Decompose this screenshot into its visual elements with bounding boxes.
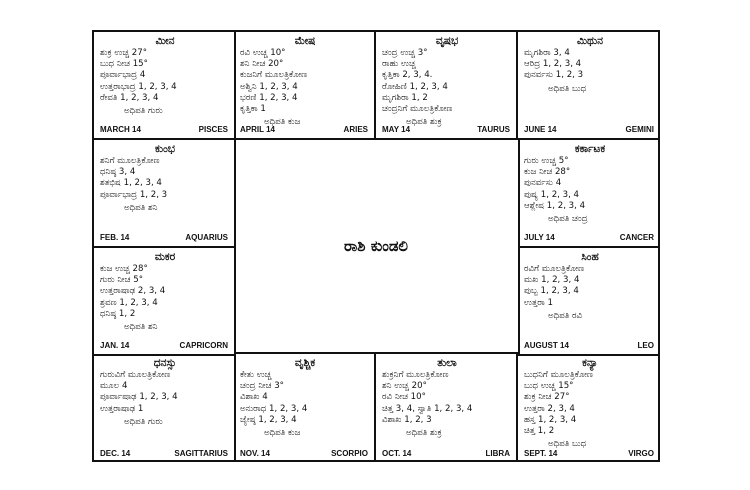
planet-nakshatra-line: ರವಿ ಉಚ್ಚ 10° [240, 48, 286, 58]
planet-nakshatra-line: ಕೃತ್ತಿಕಾ 2, 3, 4. [382, 70, 433, 81]
planet-nakshatra-line: ಕೃತ್ತಿಕಾ 1 [240, 104, 266, 115]
cell-footer [100, 124, 228, 135]
planet-nakshatra-line: ಶನಿ ನೀಚ 20° [240, 59, 284, 70]
planet-nakshatra-line: ಅಶ್ವಿನಿ 1, 2, 3, 4 [240, 81, 298, 92]
sign-label-english: CAPRICORN [179, 340, 228, 350]
sign-name-kannada: ವೃಶ್ಚಿಕ [294, 357, 316, 369]
sign-label-english: LIBRA [485, 448, 510, 458]
sign-name-kannada: ಮಕರ [154, 251, 176, 263]
lord-label: ಅಧಿಪತಿ [548, 439, 570, 450]
planet-nakshatra-line: ವಿಶಾಖ 4 [240, 392, 268, 403]
planet-nakshatra-line: ರೋಹಿಣಿ 1, 2, 3, 4 [382, 81, 448, 92]
planet-nakshatra-line: ಶುಕ್ರನಿಗೆ ಮೂಲತ್ರಿಕೋಣ [382, 370, 449, 380]
month-label: APRIL 14 [240, 124, 275, 134]
cell-footer [382, 448, 510, 459]
cell-taurus [376, 32, 518, 140]
cell-capricorn [94, 248, 236, 356]
cell-gemini [518, 32, 660, 140]
lord-label: ಅಧಿಪತಿ [548, 83, 570, 94]
sign-label-english: TAURUS [477, 124, 510, 134]
lord-row [100, 106, 230, 117]
lord-planet: ಗುರು [148, 106, 163, 117]
planet-nakshatra-line: ಗುರುವಿಗೆ ಮೂಲತ್ರಿಕೋಣ [100, 370, 171, 380]
planet-nakshatra-line: ಮೃಗಶಿರಾ 3, 4 [524, 48, 570, 58]
lord-planet: ಗುರು [148, 416, 163, 427]
lord-planet: ಕುಜ [288, 117, 301, 128]
planet-nakshatra-line: ಮೂಲ 4 [100, 381, 128, 392]
lord-label: ಅಧಿಪತಿ [124, 322, 146, 333]
sign-name-kannada: ಕುಂಭ [155, 143, 175, 155]
lord-label: ಅಧಿಪತಿ [264, 117, 286, 128]
month-label: NOV. 14 [240, 448, 270, 458]
lord-row [100, 417, 230, 428]
cell-aquarius [94, 140, 236, 248]
cell-footer [524, 232, 654, 243]
month-label: SEPT. 14 [524, 448, 558, 458]
cell-footer [100, 340, 228, 351]
month-label: JAN. 14 [100, 340, 130, 350]
planet-nakshatra-line: ಚಿತ್ತ 3, 4, ಸ್ವಾತಿ 1, 2, 3, 4 [382, 403, 473, 414]
sign-name-kannada: ಕನ್ಯಾ [582, 357, 598, 369]
planet-nakshatra-line: ಬುಧನಿಗೆ ಮೂಲತ್ರಿಕೋಣ [524, 370, 594, 380]
lord-label: ಅಧಿಪತಿ [548, 214, 570, 225]
planet-nakshatra-line: ಶುಕ್ರ ನೀಚ 27° [524, 392, 570, 403]
planet-nakshatra-line: ಮೃಗಶಿರಾ 1, 2 [382, 92, 428, 103]
month-label: MAY 14 [382, 124, 411, 134]
sign-label-english: VIRGO [628, 448, 654, 458]
planet-nakshatra-line: ಚಿತ್ತ 1, 2 [524, 426, 555, 437]
planet-nakshatra-line: ಕೇತು ಉಚ್ಚ [240, 370, 272, 380]
lord-planet: ಬುಧ [572, 439, 587, 450]
planet-nakshatra-line: ಚಂದ್ರನಿಗೆ ಮೂಲತ್ರಿಕೋಣ [382, 104, 453, 115]
cell-footer [524, 340, 654, 351]
lord-row [524, 84, 656, 95]
planet-nakshatra-line: ಕುಜ ನೀಚ 28° [524, 167, 571, 178]
sign-name-kannada: ಮಿಥುನ [577, 35, 603, 47]
planet-nakshatra-line: ಧನಿಷ್ಠ 3, 4 [100, 167, 136, 178]
cell-pisces [94, 32, 236, 140]
lord-label: ಅಧಿಪತಿ [406, 428, 428, 439]
planet-nakshatra-line: ಪುಷ್ಯ 1, 2, 3, 4 [524, 189, 580, 200]
cell-footer [382, 124, 510, 135]
lord-label: ಅಧಿಪತಿ [124, 202, 146, 213]
month-label: JULY 14 [524, 232, 555, 242]
lord-planet: ಶುಕ್ರ [430, 428, 442, 439]
cell-footer [100, 232, 228, 243]
center-title: ರಾಶಿ ಕುಂಡಲಿ [344, 237, 408, 255]
sign-name-kannada: ತುಲಾ [437, 357, 457, 369]
month-label: FEB. 14 [100, 232, 130, 242]
planet-nakshatra-line: ಪೂರ್ವಾಷಾಢ 1, 2, 3, 4 [100, 392, 178, 403]
sign-label-english: ARIES [343, 124, 368, 134]
planet-nakshatra-line: ಹಸ್ತ 1, 2, 3, 4 [524, 414, 577, 425]
lord-label: ಅಧಿಪತಿ [406, 117, 428, 128]
lord-planet: ಶುಕ್ರ [430, 117, 442, 128]
planet-nakshatra-line: ರಾಹು ಉಚ್ಚ [382, 59, 416, 70]
cell-leo [518, 248, 660, 356]
sign-name-kannada: ಸಿಂಹ [581, 251, 599, 263]
month-label: MARCH 14 [100, 124, 141, 134]
sign-label-english: CANCER [619, 232, 654, 242]
planet-nakshatra-line: ಶತಭಿಷ 1, 2, 3, 4 [100, 178, 162, 189]
planet-nakshatra-line: ಉತ್ತರಾ 2, 3, 4 [524, 403, 575, 414]
planet-nakshatra-line: ಚಂದ್ರ ನೀಚ 3° [240, 381, 284, 392]
cell-virgo [518, 354, 660, 462]
planet-nakshatra-line: ಪುನರ್ವಸು 4 [524, 178, 562, 189]
planet-nakshatra-line: ಬುಧ ನೀಚ 15° [100, 59, 148, 70]
cell-footer [240, 124, 368, 135]
lord-label: ಅಧಿಪತಿ [124, 106, 146, 117]
month-label: JUNE 14 [524, 124, 557, 134]
lord-row [240, 428, 370, 439]
planet-nakshatra-line: ಕುಜ ಉಚ್ಚ 28° [100, 264, 148, 274]
planet-nakshatra-line: ವಿಶಾಖ 1, 2, 3 [382, 414, 432, 425]
lord-label: ಅಧಿಪತಿ [264, 428, 286, 439]
sign-label-english: SCORPIO [331, 448, 368, 458]
sign-label-english: LEO [637, 340, 654, 350]
cell-cancer [518, 140, 660, 248]
planet-nakshatra-line: ರವಿಗೆ ಮೂಲತ್ರಿಕೋಣ [524, 264, 585, 274]
sign-name-kannada: ಮೀನ [155, 35, 175, 47]
planet-nakshatra-line: ಶನಿ ಉಚ್ಚ 20° [382, 381, 427, 392]
planet-nakshatra-line: ಶನಿಗೆ ಮೂಲತ್ರಿಕೋಣ [100, 156, 160, 166]
planet-nakshatra-line: ಚಂದ್ರ ಉಚ್ಚ 3° [382, 48, 428, 58]
lord-row [382, 428, 512, 439]
lord-row [100, 322, 230, 333]
planet-nakshatra-line: ಶುಕ್ರ ಉಚ್ಚ 27° [100, 48, 148, 58]
planet-nakshatra-line: ಉತ್ತರಾಭಾದ್ರ 1, 2, 3, 4 [100, 81, 177, 92]
planet-nakshatra-line: ಮಖ 1, 2, 3, 4 [524, 275, 580, 286]
planet-nakshatra-line: ಪೂರ್ವಾಭಾದ್ರ 1, 2, 3 [100, 189, 168, 200]
planet-nakshatra-line: ಉತ್ತರಾಷಾಢ 1 [100, 403, 144, 414]
planet-nakshatra-line: ಗುರು ಉಚ್ಚ 5° [524, 156, 569, 166]
planet-nakshatra-line: ಆರಿದ್ರ 1, 2, 3, 4 [524, 59, 582, 70]
cell-scorpio [234, 354, 376, 462]
lord-planet: ಬುಧ [572, 83, 587, 94]
planet-nakshatra-line: ಕುಜನಿಗೆ ಮೂಲತ್ರಿಕೋಣ [240, 70, 308, 81]
cell-footer [524, 124, 654, 135]
cell-footer [240, 448, 368, 459]
lord-label: ಅಧಿಪತಿ [124, 416, 146, 427]
sign-name-kannada: ಮೇಷ [294, 35, 316, 47]
sign-name-kannada: ಧನಸ್ಸು [153, 357, 177, 369]
sign-name-kannada: ವೃಷಭ [435, 35, 459, 47]
planet-nakshatra-line: ಧನಿಷ್ಠ 1, 2 [100, 308, 136, 319]
planet-nakshatra-line: ರೇವತಿ 1, 2, 3, 4 [100, 92, 159, 103]
planet-nakshatra-line: ಗುರು ನೀಚ 5° [100, 275, 144, 286]
sign-name-kannada: ಕರ್ಕಾಟಕ [574, 143, 606, 155]
planet-nakshatra-line: ಉತ್ತರಾಷಾಢ 2, 3, 4 [100, 286, 166, 297]
lord-label: ಅಧಿಪತಿ [548, 310, 570, 321]
planet-nakshatra-line: ಬುಧ ಉಚ್ಚ 15° [524, 381, 574, 392]
cell-footer [100, 448, 228, 459]
lord-row [524, 214, 656, 225]
lord-planet: ಶನಿ [148, 322, 158, 333]
lord-planet: ಕುಜ [288, 428, 301, 439]
planet-nakshatra-line: ಜ್ಯೇಷ್ಠ 1, 2, 3, 4 [240, 414, 297, 425]
planet-nakshatra-line: ಅನುರಾಧ 1, 2, 3, 4 [240, 403, 308, 414]
month-label: OCT. 14 [382, 448, 412, 458]
sign-label-english: GEMINI [625, 124, 654, 134]
planet-nakshatra-line: ಶ್ರವಣ 1, 2, 3, 4 [100, 297, 158, 308]
planet-nakshatra-line: ರವಿ ನೀಚ 10° [382, 392, 426, 403]
lord-planet: ಚಂದ್ರ [572, 214, 588, 225]
planet-nakshatra-line: ಪೂರ್ವಾಭಾದ್ರ 4 [100, 70, 146, 81]
cell-libra [376, 354, 518, 462]
cell-aries [234, 32, 376, 140]
sign-label-english: PISCES [198, 124, 228, 134]
rashi-chart [92, 30, 660, 462]
lord-row [524, 311, 656, 322]
lord-row [100, 203, 230, 214]
lord-planet: ರವಿ [572, 310, 583, 321]
lord-planet: ಶನಿ [148, 202, 158, 213]
planet-nakshatra-line: ಪುಬ್ಬ 1, 2, 3, 4 [524, 286, 579, 297]
center-title-box [234, 140, 520, 354]
month-label: DEC. 14 [100, 448, 131, 458]
planet-nakshatra-line: ಪುನರ್ವಸು 1, 2, 3 [524, 70, 584, 81]
cell-sagittarius [94, 354, 236, 462]
sign-label-english: AQUARIUS [185, 232, 228, 242]
planet-nakshatra-line: ಉತ್ತರಾ 1 [524, 297, 554, 308]
month-label: AUGUST 14 [524, 340, 569, 350]
planet-nakshatra-line: ಆಶ್ಲೇಷ 1, 2, 3, 4 [524, 200, 586, 211]
cell-footer [524, 448, 654, 459]
planet-nakshatra-line: ಭರಣಿ 1, 2, 3, 4 [240, 92, 298, 103]
sign-label-english: SAGITTARIUS [174, 448, 228, 458]
